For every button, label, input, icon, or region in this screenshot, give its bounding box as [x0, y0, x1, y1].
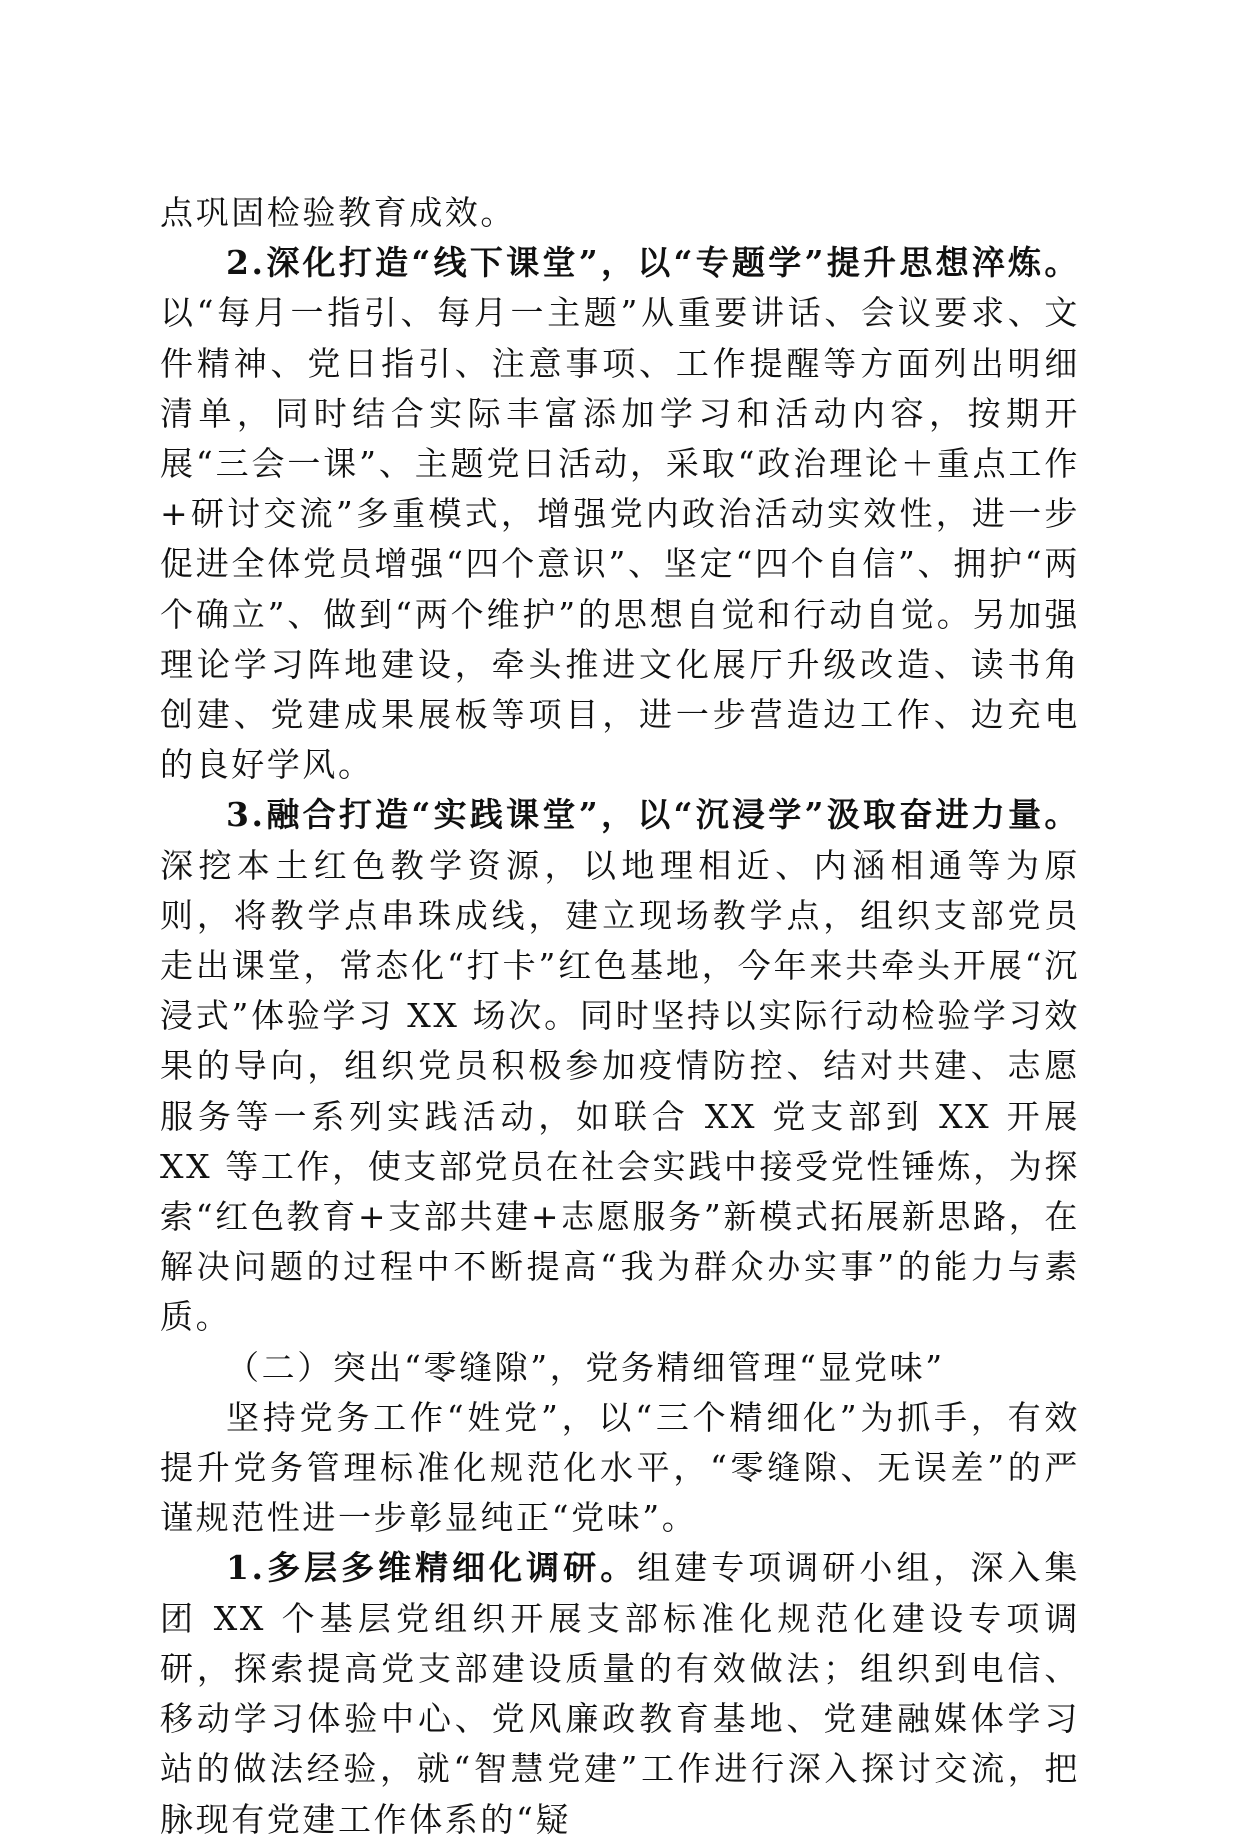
paragraph-text: 点巩固检验教育成效。 — [160, 193, 516, 232]
paragraph-continuation — [160, 188, 1080, 238]
section-heading — [160, 1343, 1080, 1393]
paragraph-party-affairs — [160, 1393, 1080, 1544]
paragraph-lead-heading: 2.深化打造“线下课堂”，以“专题学”提升思想淬炼。 — [226, 243, 1080, 283]
paragraph-offline-classroom — [160, 238, 1080, 790]
paragraph-text: 坚持党务工作“姓党”，以“三个精细化”为抓手，有效提升党务管理标准化规范化水平，“零缝隙、无误差”的严谨规范性进一步彰显纯正“党味”。 — [160, 1397, 1080, 1538]
paragraph-lead-heading: 1.多层多维精细化调研。 — [226, 1548, 638, 1588]
paragraph-text: 以“每月一指引、每月一主题”从重要讲话、会议要求、文件精神、党日指引、注意事项、工作提醒等方面列出明细清单，同时结合实际丰富添加学习和活动内容，按期开展“三会一课”、主题党日活动，采取“政治理论＋重点工作+研讨交流”多重模式，增强党内政治活动实效性，进一步促进全体党员增强“四个意识”、坚定“四个自信”、拥护“两个确立”、做到“两个维护”的思想自觉和行动自觉。另加强理论学习阵地建设，牵头推进文化展厅升级改造、读书角创建、党建成果展板等项目，进一步营造边工作、边充电的良好学风。 — [160, 293, 1080, 785]
paragraph-lead-heading: 3.融合打造“实践课堂”，以“沉浸学”汲取奋进力量。 — [226, 795, 1080, 835]
section-heading-text: （二）突出“零缝隙”，党务精细管理“显党味” — [226, 1347, 945, 1387]
document-page — [160, 188, 1080, 1845]
paragraph-text: 组建专项调研小组，深入集团 XX 个基层党组织开展支部标准化规范化建设专项调研，探索提高党支部建设质量的有效做法；组织到电信、移动学习体验中心、党风廉政教育基地、党建融媒体学习站的做法经验，就“智慧党建”工作进行深入探讨交流，把脉现有党建工作体系的“疑 — [160, 1548, 1081, 1839]
paragraph-practice-classroom — [160, 790, 1080, 1342]
paragraph-text: 深挖本土红色教学资源，以地理相近、内涵相通等为原则，将教学点串珠成线，建立现场教学点，组织支部党员走出课堂，常态化“打卡”红色基地，今年来共牵头开展“沉浸式”体验学习 XX 场次。同时坚持以实际行动检验学习效果的导向，组织党员积极参加疫情防控、结对共建、志愿服务等一系列实践活动，如联合 XX 党支部到 XX 开展 XX 等工作，使支部党员在社会实践中接受党性锤炼，为探索“红色教育+支部共建+志愿服务”新模式拓展新思路，在解决问题的过程中不断提高“我为群众办实事”的能力与素质。 — [160, 845, 1080, 1337]
paragraph-research — [160, 1543, 1080, 1844]
